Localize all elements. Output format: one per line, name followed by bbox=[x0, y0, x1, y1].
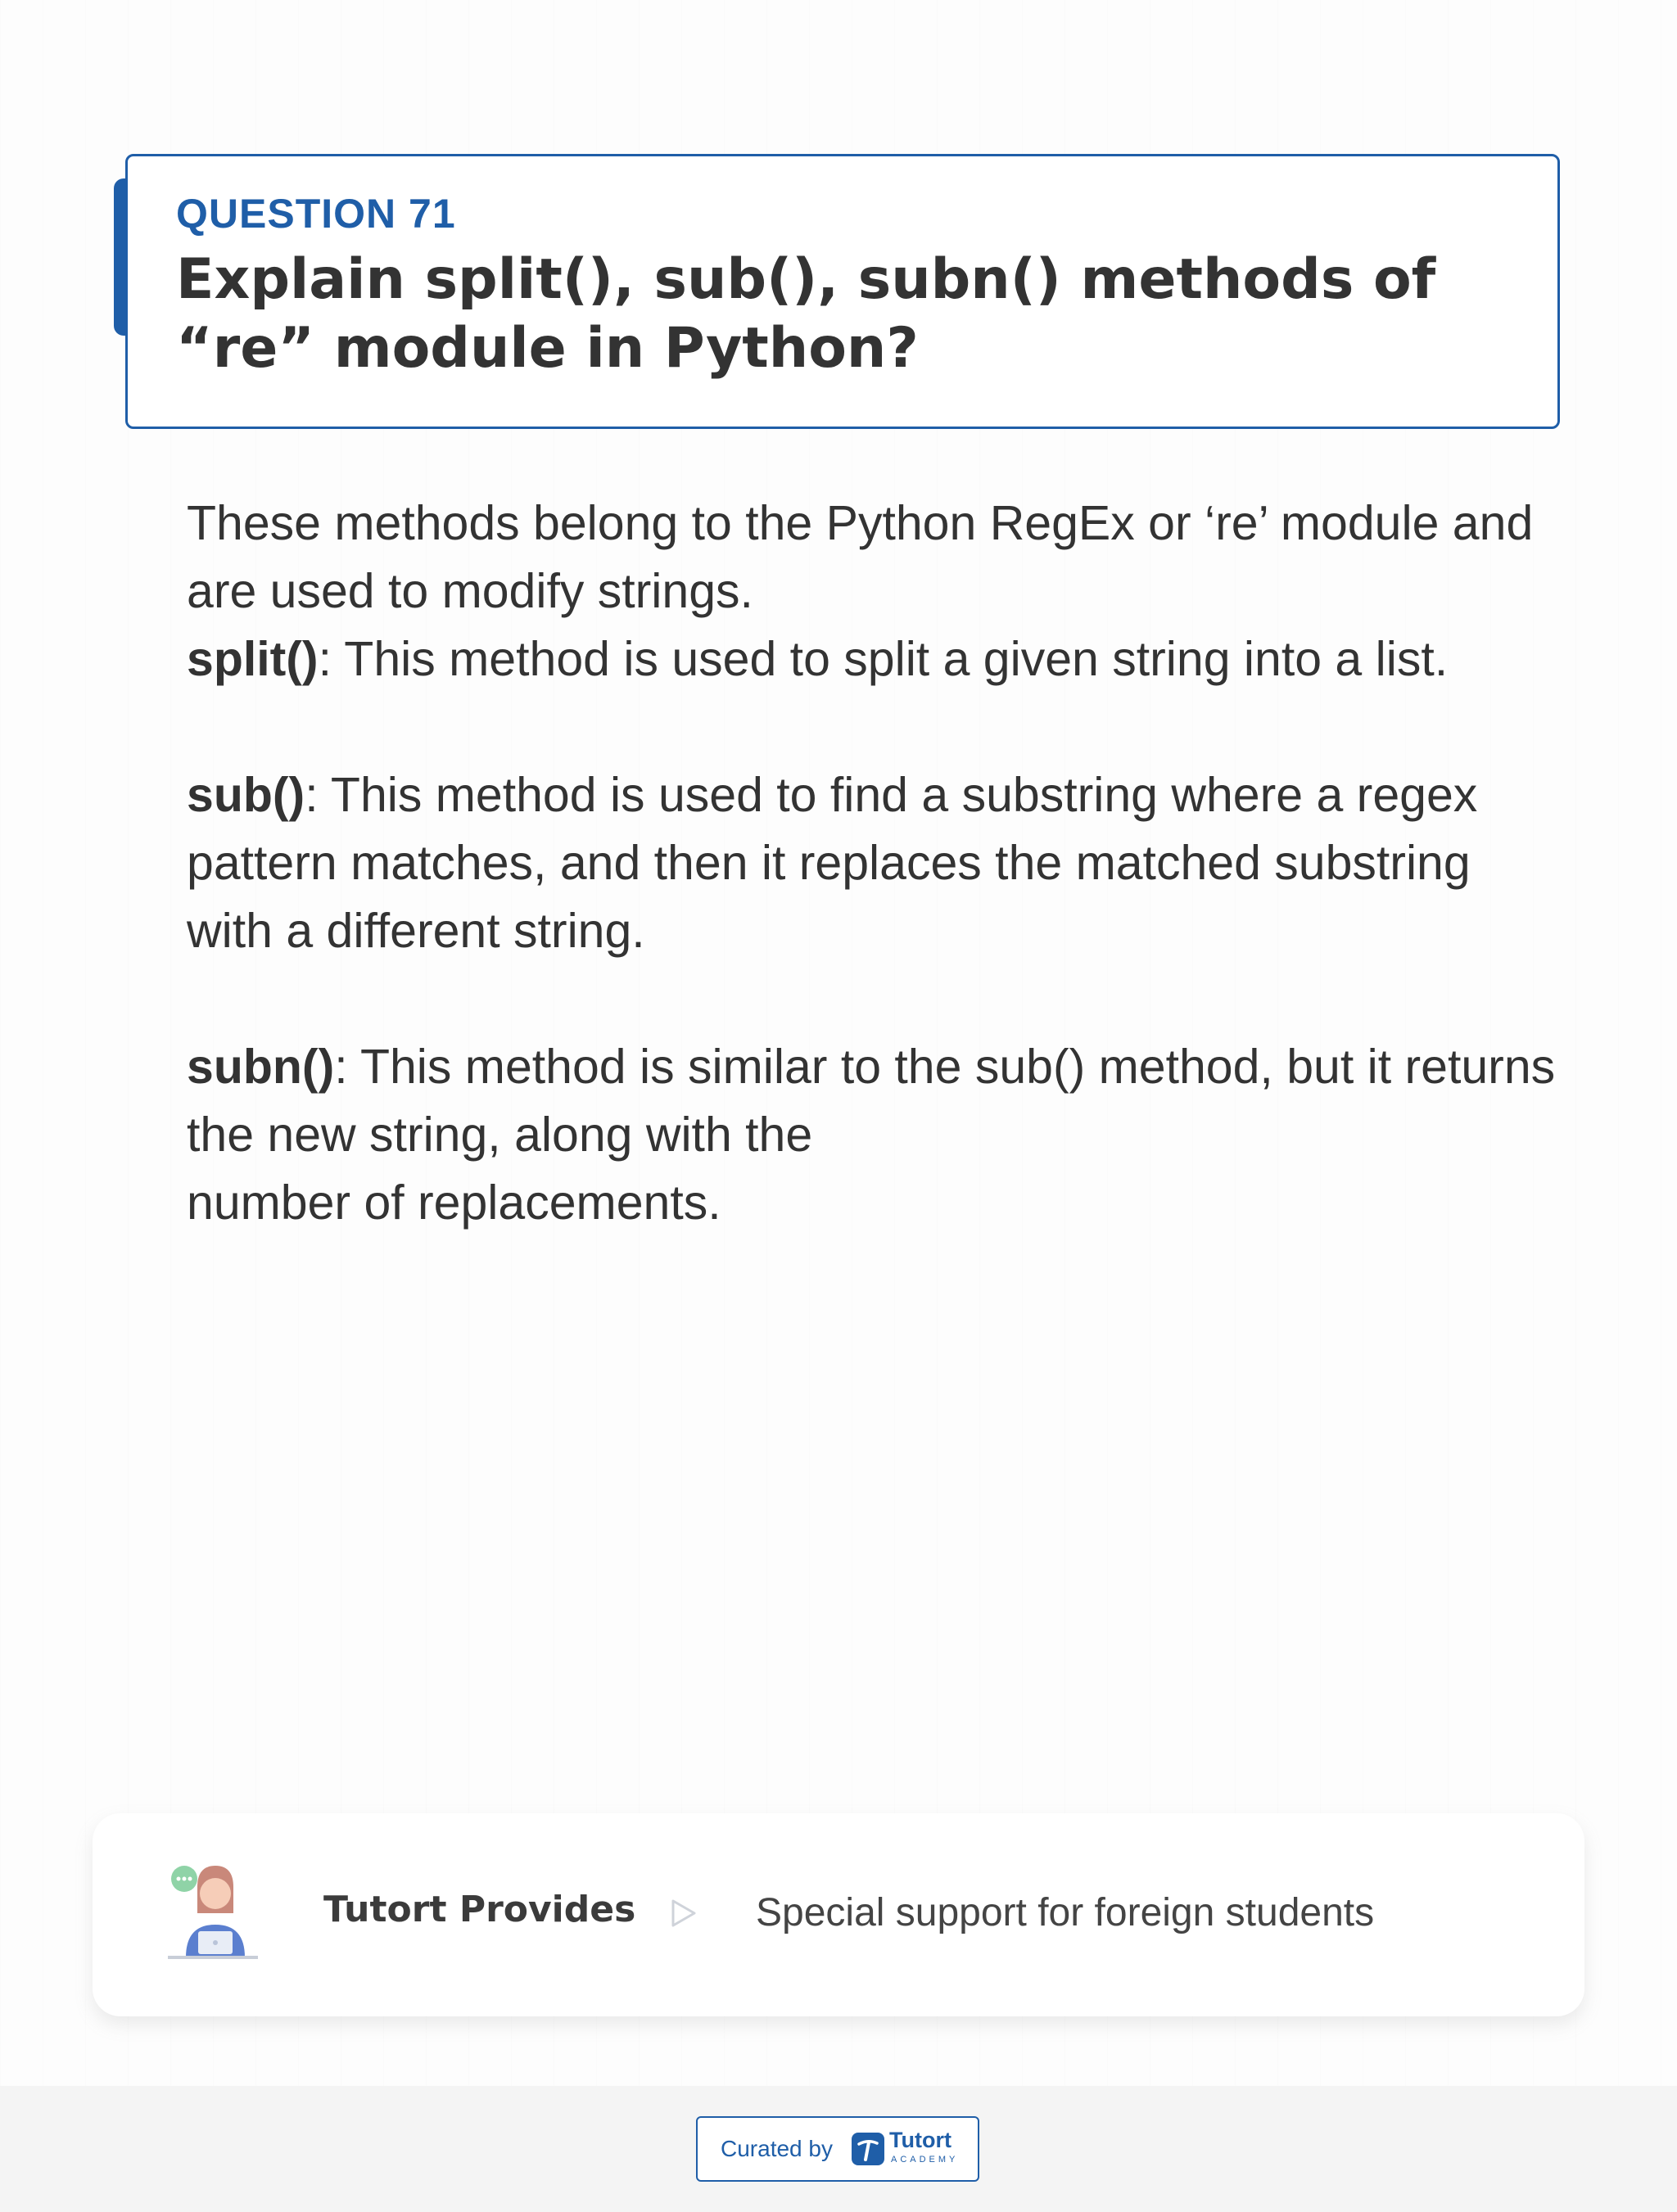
answer-item-sub bbox=[187, 761, 1562, 965]
answer-item-subn-continuation: number of replacements. bbox=[187, 1176, 721, 1230]
brand-name: Tutort bbox=[889, 2128, 952, 2152]
play-arrow-icon bbox=[670, 1898, 698, 1928]
answer-intro: These methods belong to the Python RegEx or ‘re’ module and are used to modify strings. bbox=[187, 496, 1534, 618]
method-term: subn() bbox=[187, 1040, 335, 1094]
question-title: Explain split(), sub(), subn() methods of “re” module in Python? bbox=[176, 247, 1436, 381]
curated-by-label: Curated by bbox=[721, 2136, 833, 2161]
method-description: : This method is used to split a given string into a list. bbox=[318, 632, 1449, 686]
method-term: split() bbox=[187, 632, 319, 686]
question-number: QUESTION 71 bbox=[176, 191, 456, 237]
method-description: : This method is used to find a substring where a regex pattern matches, and then it replaces the matched substring with a different string. bbox=[187, 768, 1478, 958]
tutort-provides-card bbox=[93, 1813, 1584, 2016]
support-agent-icon bbox=[168, 1862, 258, 1961]
paragraph-gap bbox=[187, 693, 1562, 761]
brand-subtitle: ACADEMY bbox=[891, 2155, 959, 2165]
answer-item-split bbox=[187, 625, 1562, 693]
method-term: sub() bbox=[187, 768, 305, 822]
provides-description: Special support for foreign students bbox=[756, 1891, 1375, 1934]
curated-by-badge bbox=[696, 2116, 979, 2182]
paragraph-gap bbox=[187, 965, 1562, 1033]
answer-item-subn bbox=[187, 1033, 1562, 1169]
method-description: : This method is similar to the sub() method, but it returns the new string, along with the bbox=[187, 1040, 1556, 1162]
provides-title: Tutort Provides bbox=[323, 1889, 636, 1930]
answer-body bbox=[187, 490, 1562, 1237]
tutort-logo-icon bbox=[852, 2133, 884, 2165]
